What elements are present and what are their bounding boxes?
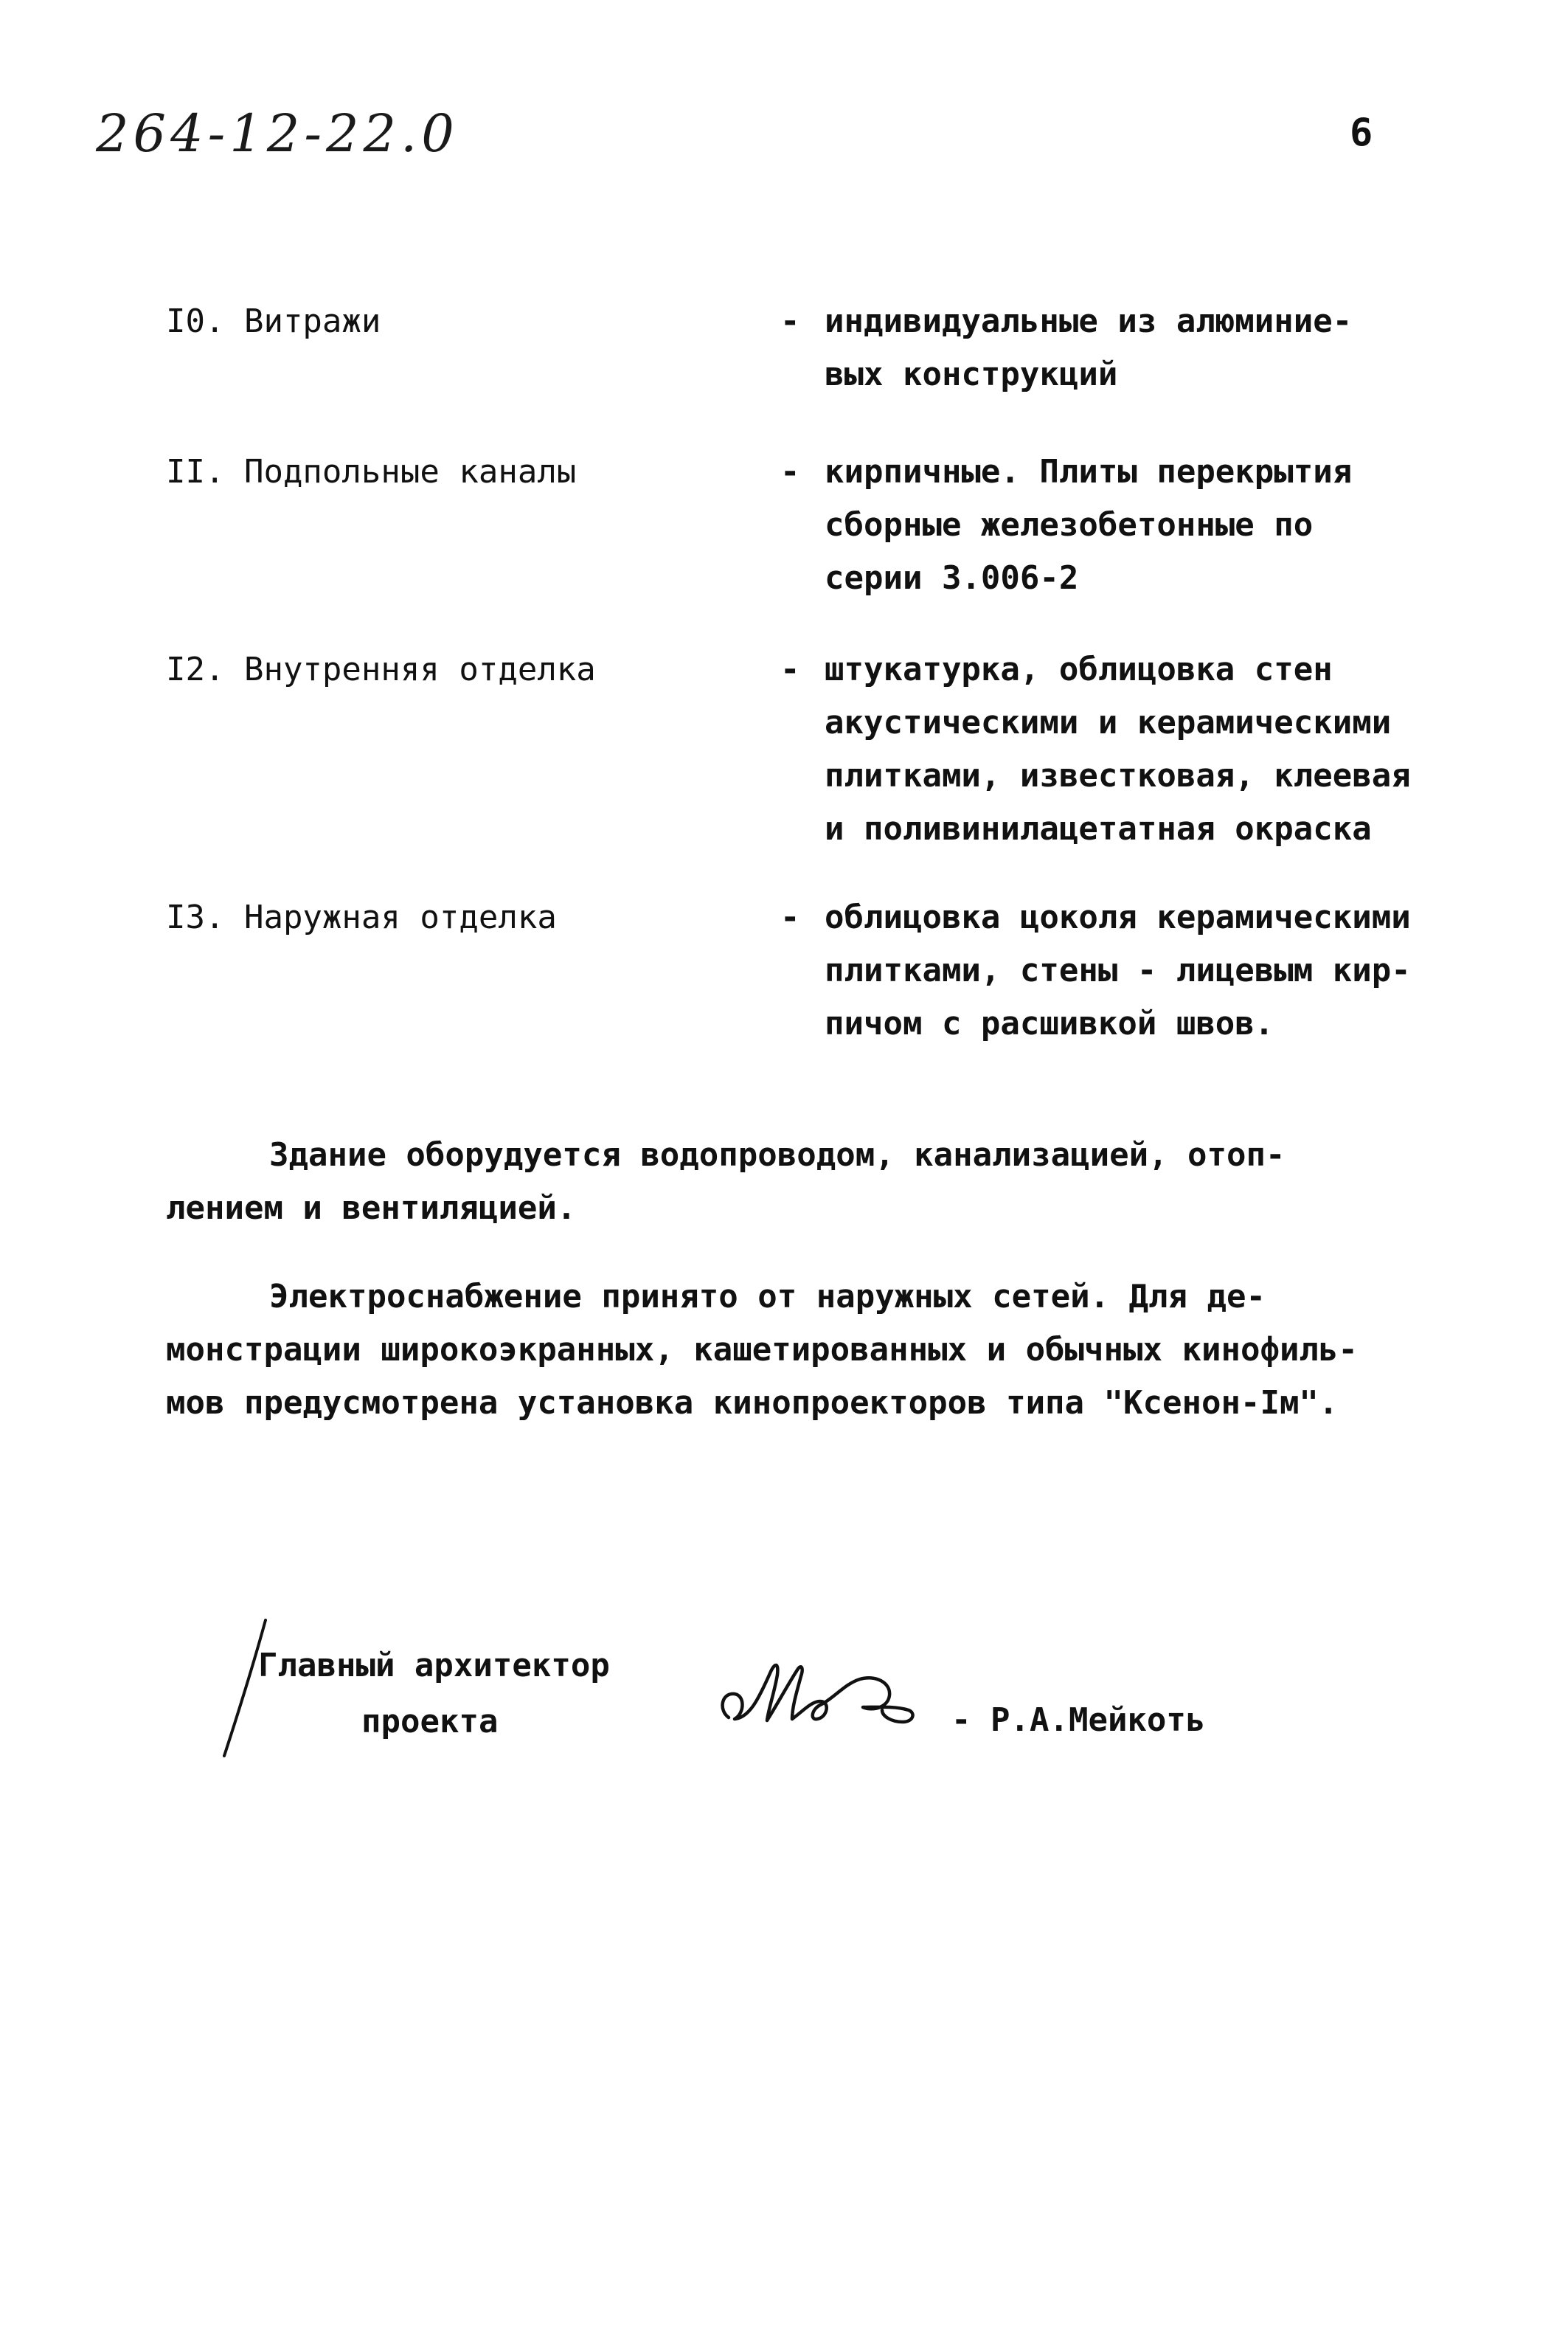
document-code: 264-12-22.0 (96, 103, 459, 164)
spec-value-line: сборные железобетонные по (825, 506, 1314, 544)
paragraph-line: Здание оборудуется водопроводом, канализацией, отоп- (269, 1136, 1286, 1174)
spec-value-line: плитками, стены - лицевым кир- (825, 952, 1411, 989)
signatory-name (951, 1694, 1205, 1747)
spec-value-line: пичом с расшивкой швов. (825, 1005, 1274, 1042)
paragraph-line: лением и вентиляцией. (166, 1189, 577, 1227)
spec-label: I3. Наружная отделка (166, 899, 557, 936)
signatory-name-text: Р.А.Мейкоть (991, 1701, 1206, 1739)
spec-value-line: серии 3.006-2 (825, 559, 1079, 597)
signature-dash: - (951, 1701, 971, 1739)
paragraph-line: мов предусмотрена установка кинопроекторов типа "Ксенон-Iм". (166, 1384, 1339, 1422)
spec-dash: - (780, 453, 800, 491)
spec-value-line: облицовка цоколя керамическими (825, 899, 1411, 936)
page-number: 6 (1350, 111, 1373, 155)
spec-value (825, 295, 1352, 401)
spec-value-line: штукатурка, облицовка стен (825, 651, 1333, 688)
spec-value-line: кирпичные. Плиты перекрытия (825, 453, 1353, 491)
spec-value-line: вых конструкций (825, 356, 1118, 393)
spec-label: II. Подпольные каналы (166, 453, 577, 491)
spec-label: I0. Витражи (166, 302, 381, 340)
signature-block (214, 1616, 1320, 1763)
signatory-role-line: Главный архитектор (258, 1647, 610, 1684)
spec-value (825, 643, 1411, 856)
spec-value (825, 891, 1411, 1051)
paragraph-power-supply (166, 1270, 1358, 1430)
paragraph-line: Электроснабжение принято от наружных сетей. Для де- (269, 1278, 1266, 1315)
paragraph-line: монстрации широкоэкранных, кашетированных и обычных кинофиль- (166, 1331, 1358, 1369)
spec-value-line: плитками, известковая, клеевая (825, 757, 1411, 795)
spec-value-line: индивидуальные из алюминие- (825, 302, 1353, 340)
spec-dash: - (780, 302, 800, 340)
signatory-role-line: проекта (361, 1703, 499, 1740)
spec-value-line: и поливинилацетатная окраска (825, 810, 1372, 848)
spec-value-line: акустическими и керамическими (825, 704, 1392, 741)
spec-dash: - (780, 651, 800, 688)
paragraph-utilities (166, 1129, 1286, 1235)
spec-label: I2. Внутренняя отделка (166, 651, 596, 688)
spec-value (825, 446, 1352, 605)
handwritten-signature (715, 1630, 937, 1749)
spec-dash: - (780, 899, 800, 936)
signatory-role (258, 1638, 610, 1750)
